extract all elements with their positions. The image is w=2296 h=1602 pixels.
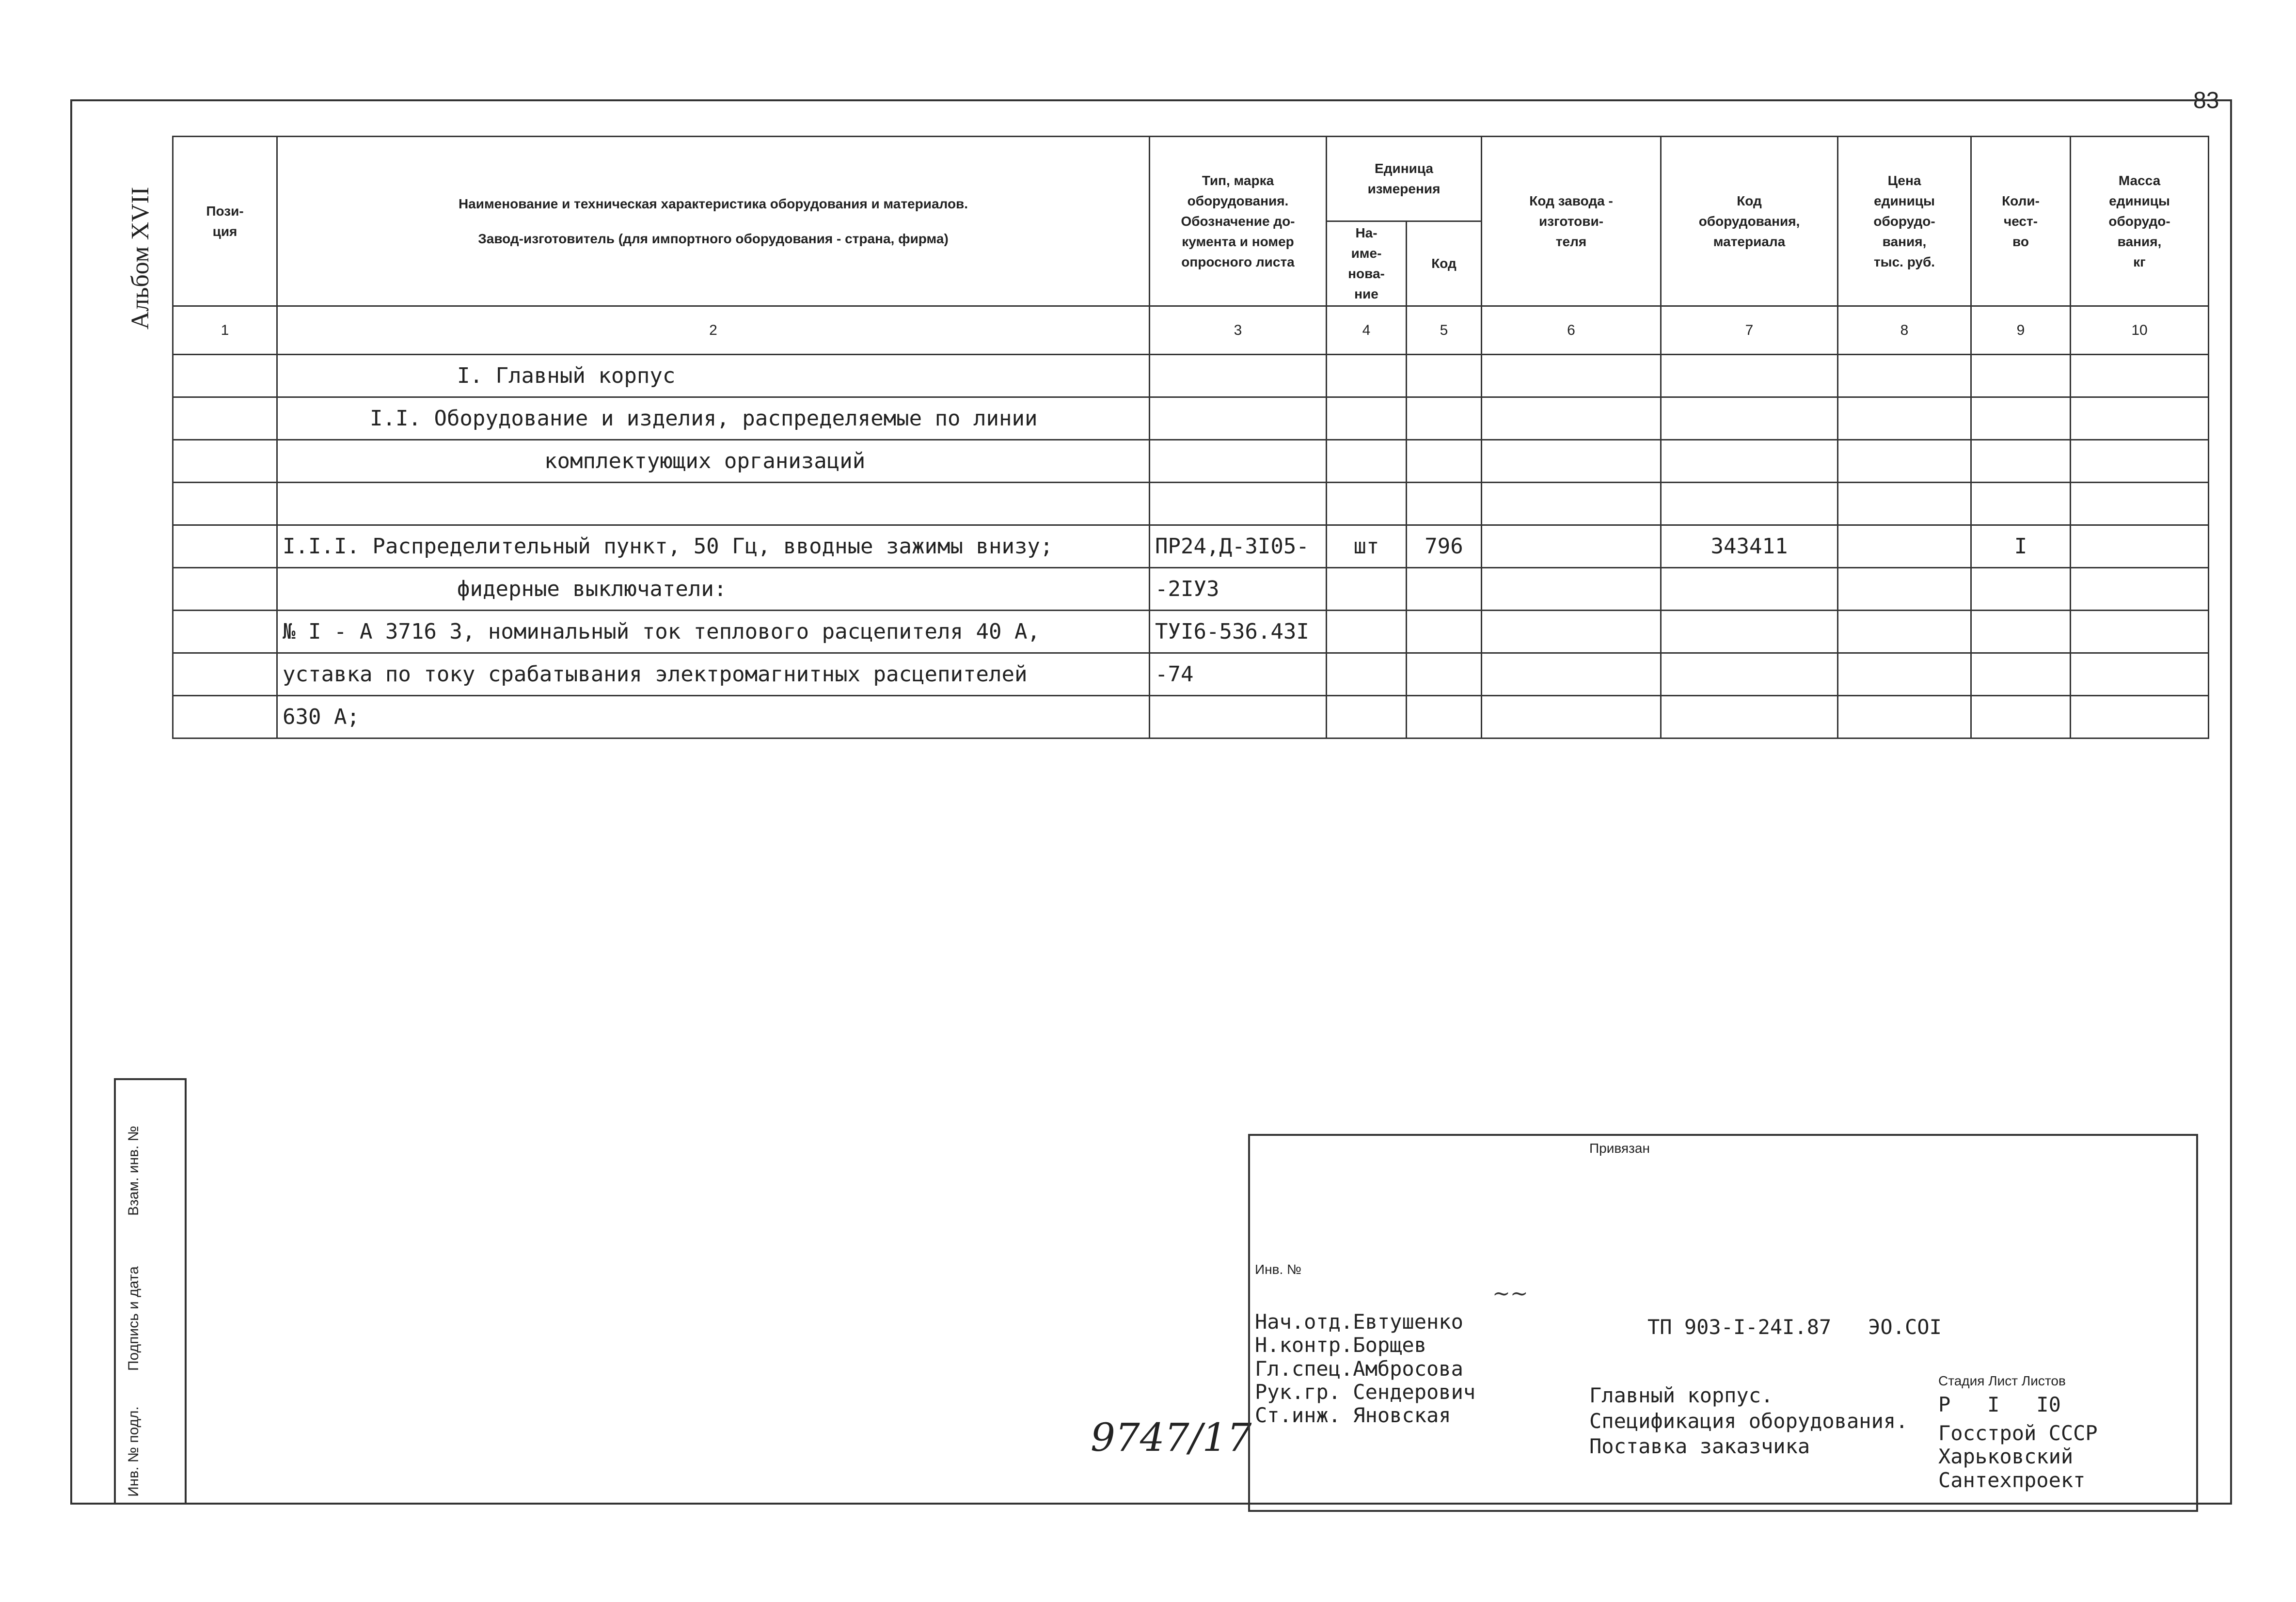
unit-name-cell [1327, 653, 1407, 696]
position-cell [173, 355, 277, 397]
table-row [173, 440, 2209, 483]
type-cell [1150, 440, 1327, 483]
sheet-info: Стадия Лист Листов [1938, 1373, 2066, 1388]
factory-code-cell [1482, 611, 1661, 653]
organization: Госстрой СССР Харьковский Сантехпроект [1938, 1421, 2098, 1492]
unit-name-cell [1327, 696, 1407, 738]
type-cell: -2IУ3 [1150, 568, 1327, 611]
mass-cell [2071, 611, 2209, 653]
col-unit-name-header: На- име- нова- ние [1327, 221, 1407, 306]
price-cell [1838, 355, 1971, 397]
quantity-cell [1971, 483, 2071, 525]
price-cell [1838, 611, 1971, 653]
name-cell: фидерные выключатели: [277, 568, 1150, 611]
price-cell [1838, 440, 1971, 483]
unit-name-cell: шт [1327, 525, 1407, 568]
table-row [173, 525, 2209, 568]
type-cell: ПР24,Д-3I05- [1150, 525, 1327, 568]
factory-code-cell [1482, 355, 1661, 397]
position-cell [173, 483, 277, 525]
unit-name-cell [1327, 568, 1407, 611]
equipment-code-cell [1661, 653, 1838, 696]
col-name-line2: Завод-изготовитель (для импортного оборудования - страна, фирма) [478, 231, 949, 246]
position-cell [173, 568, 277, 611]
specification-table [172, 136, 2209, 739]
quantity-cell [1971, 397, 2071, 440]
equipment-code-cell: 343411 [1661, 525, 1838, 568]
name-cell: 630 А; [277, 696, 1150, 738]
factory-code-cell [1482, 397, 1661, 440]
table-row [173, 568, 2209, 611]
mass-cell [2071, 653, 2209, 696]
price-cell [1838, 525, 1971, 568]
quantity-cell [1971, 653, 2071, 696]
unit-code-cell [1407, 653, 1482, 696]
column-number: 8 [1838, 306, 1971, 355]
col-unit-code-header: Код [1407, 221, 1482, 306]
col-price-header: Цена единицы оборудо- вания, тыс. руб. [1838, 137, 1971, 306]
mass-cell [2071, 440, 2209, 483]
unit-code-cell [1407, 611, 1482, 653]
quantity-cell: I [1971, 525, 2071, 568]
header-row [173, 137, 2209, 221]
unit-name-cell [1327, 440, 1407, 483]
document-code: ТП 903-I-24I.87 ЭО.COI [1647, 1315, 1942, 1339]
ref-inv-label: Взам. инв. № [126, 1126, 142, 1216]
column-number: 5 [1407, 306, 1482, 355]
unit-name-cell [1327, 483, 1407, 525]
equipment-code-cell [1661, 355, 1838, 397]
unit-code-cell: 796 [1407, 525, 1482, 568]
equipment-code-cell [1661, 483, 1838, 525]
equipment-code-cell [1661, 397, 1838, 440]
column-number: 1 [173, 306, 277, 355]
unit-code-cell [1407, 568, 1482, 611]
col-factory-code-header: Код заводa - изготови- теля [1482, 137, 1661, 306]
name-cell [277, 483, 1150, 525]
type-cell [1150, 483, 1327, 525]
signatories: Нач.отд.Евтушенко Н.контр.Борщев Гл.спец.Амбросова Рук.гр. Сендерович Ст.инж. Яновская [1255, 1310, 1476, 1428]
position-cell [173, 696, 277, 738]
page-number: 83 [2193, 88, 2219, 113]
table-row [173, 696, 2209, 738]
quantity-cell [1971, 568, 2071, 611]
col-type-header: Тип, марка оборудования. Обозначение до- кумента и номер опросного листа [1150, 137, 1327, 306]
position-cell [173, 525, 277, 568]
name-cell: комплектующих организаций [277, 440, 1150, 483]
position-cell [173, 653, 277, 696]
table-row [173, 355, 2209, 397]
type-cell [1150, 355, 1327, 397]
table-row [173, 611, 2209, 653]
equipment-code-cell [1661, 568, 1838, 611]
factory-code-cell [1482, 483, 1661, 525]
table-row [173, 483, 2209, 525]
quantity-cell [1971, 440, 2071, 483]
attached-label: Привязан [1589, 1141, 1650, 1156]
sheet-title: Главный корпус. Спецификация оборудования. Поставка заказчика [1589, 1383, 1908, 1458]
signature: ~~ [1492, 1281, 1528, 1306]
mass-cell [2071, 483, 2209, 525]
unit-name-cell [1327, 611, 1407, 653]
unit-code-cell [1407, 696, 1482, 738]
column-number: 10 [2071, 306, 2209, 355]
quantity-cell [1971, 355, 2071, 397]
mass-cell [2071, 525, 2209, 568]
factory-code-cell [1482, 525, 1661, 568]
name-cell: I.I. Оборудование и изделия, распределяемые по линии [277, 397, 1150, 440]
column-number: 6 [1482, 306, 1661, 355]
quantity-cell [1971, 696, 2071, 738]
name-cell: I.I.I. Распределительный пункт, 50 Гц, вводные зажимы внизу; [277, 525, 1150, 568]
column-number: 2 [277, 306, 1150, 355]
mass-cell [2071, 696, 2209, 738]
column-number: 7 [1661, 306, 1838, 355]
price-cell [1838, 653, 1971, 696]
equipment-code-cell [1661, 440, 1838, 483]
unit-name-cell [1327, 397, 1407, 440]
unit-code-cell [1407, 440, 1482, 483]
type-cell: -74 [1150, 653, 1327, 696]
position-cell [173, 611, 277, 653]
col-equipment-code-header: Код оборудования, материала [1661, 137, 1838, 306]
title-block [1248, 1134, 2198, 1512]
mass-cell [2071, 397, 2209, 440]
col-name-header [277, 137, 1150, 306]
unit-code-cell [1407, 397, 1482, 440]
name-cell: уставка по току срабатывания электромагнитных расцепителей [277, 653, 1150, 696]
factory-code-cell [1482, 696, 1661, 738]
table-row [173, 397, 2209, 440]
specification-body [173, 355, 2209, 738]
unit-code-cell [1407, 355, 1482, 397]
handwritten-note: 9747/17 [1091, 1415, 1252, 1460]
factory-code-cell [1482, 568, 1661, 611]
position-cell [173, 397, 277, 440]
col-mass-header: Масса единицы оборудо- вания, кг [2071, 137, 2209, 306]
unit-code-cell [1407, 483, 1482, 525]
table-row [173, 653, 2209, 696]
inv-label: Инв. № [1255, 1262, 1302, 1277]
quantity-cell [1971, 611, 2071, 653]
name-cell: № I - А 3716 3, номинальный ток теплового расцепителя 40 А, [277, 611, 1150, 653]
col-position-header: Пози- ция [173, 137, 277, 306]
equipment-code-cell [1661, 611, 1838, 653]
col-quantity-header: Коли- чест- во [1971, 137, 2071, 306]
column-number: 9 [1971, 306, 2071, 355]
column-number-row [173, 306, 2209, 355]
type-cell [1150, 696, 1327, 738]
inv-orig-label: Инв. № подл. [126, 1406, 142, 1497]
col-name-line1: Наименование и техническая характеристика оборудования и материалов. [458, 196, 968, 211]
unit-name-cell [1327, 355, 1407, 397]
position-cell [173, 440, 277, 483]
price-cell [1838, 397, 1971, 440]
column-number: 4 [1327, 306, 1407, 355]
factory-code-cell [1482, 653, 1661, 696]
mass-cell [2071, 568, 2209, 611]
sheet-values: Р I I0 [1938, 1393, 2061, 1416]
price-cell [1838, 568, 1971, 611]
type-cell: ТУI6-536.43I [1150, 611, 1327, 653]
type-cell [1150, 397, 1327, 440]
name-cell: I. Главный корпус [277, 355, 1150, 397]
unit-group-header: Единица измерения [1327, 137, 1482, 221]
album-label: Альбом XVII [127, 187, 154, 330]
sign-date-label: Подпись и дата [126, 1266, 142, 1371]
factory-code-cell [1482, 440, 1661, 483]
equipment-code-cell [1661, 696, 1838, 738]
column-number: 3 [1150, 306, 1327, 355]
mass-cell [2071, 355, 2209, 397]
left-stamp [114, 1078, 187, 1505]
price-cell [1838, 696, 1971, 738]
price-cell [1838, 483, 1971, 525]
